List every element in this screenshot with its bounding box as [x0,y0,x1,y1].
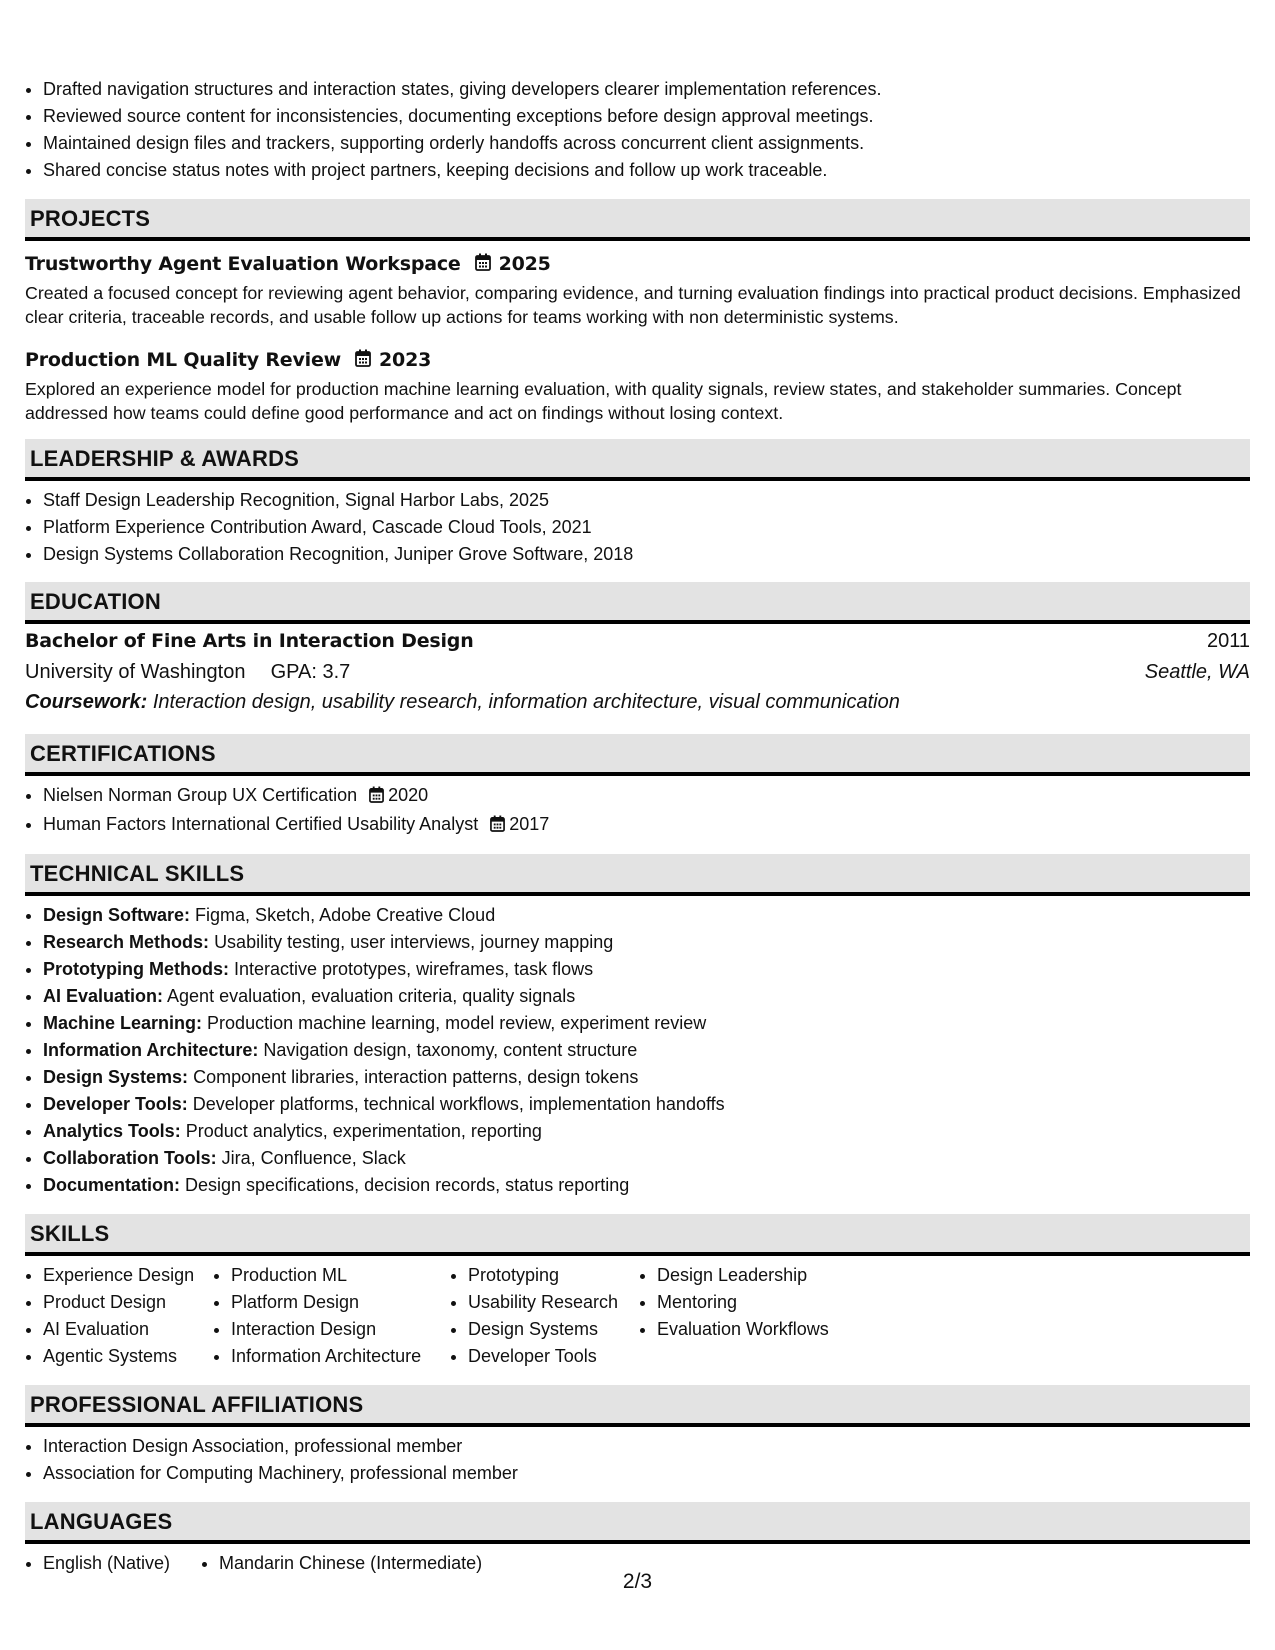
technical-skills-list [25,902,1250,1199]
education-degree: Bachelor of Fine Arts in Interaction Design [25,630,474,652]
section-heading-certifications: CERTIFICATIONS [25,734,1250,776]
skill-value: Figma, Sketch, Adobe Creative Cloud [195,905,496,925]
list-item [43,1010,1250,1037]
certification-year: 2020 [388,785,429,805]
section-heading-affiliations: PROFESSIONAL AFFILIATIONS [25,1385,1250,1427]
experience-bullets [25,76,1250,184]
skill-label: Research Methods: [43,932,210,952]
coursework-value: Interaction design, usability research, information architecture, visual communication [152,691,900,713]
skill-label: Design Systems: [43,1067,189,1087]
list-item: • Evaluation Workflows [657,1316,877,1343]
section-heading-education: EDUCATION [25,582,1250,624]
skill-label: Machine Learning: [43,1013,203,1033]
list-item [43,902,1250,929]
skill-label: AI Evaluation: [43,986,164,1006]
list-item [43,1064,1250,1091]
education-location: Seattle, WA [1144,661,1250,683]
skill-label: Analytics Tools: [43,1121,181,1141]
list-item: • Usability Research [468,1289,639,1316]
skill-label: Developer Tools: [43,1094,188,1114]
list-item: • English (Native) [43,1550,201,1577]
list-item: • Platform Experience Contribution Award, Cascade Cloud Tools, 2021 [43,514,1250,541]
skill-value: Jira, Confluence, Slack [221,1148,406,1168]
education-year: 2011 [1206,629,1250,652]
list-item: • Design Systems Collaboration Recognition, Juniper Grove Software, 2018 [43,541,1250,568]
list-item: • Prototyping [468,1262,639,1289]
list-item [43,1091,1250,1118]
list-item: • Mentoring [657,1289,877,1316]
list-item: • Shared concise status notes with project partners, keeping decisions and follow up work traceable. [43,157,1250,184]
list-item: • Information Architecture [231,1343,450,1370]
project-year: 2025 [498,253,551,275]
skill-label: Prototyping Methods: [43,959,229,979]
list-item [43,1037,1250,1064]
project-title: Production ML Quality Review [25,349,342,371]
education-gpa: GPA: 3.7 [270,661,351,683]
skill-value: Product analytics, experimentation, reporting [185,1121,542,1141]
project-title-row [25,247,1250,281]
skill-label: Documentation: [43,1175,180,1195]
list-item: • Interaction Design [231,1316,450,1343]
section-heading-languages: LANGUAGES [25,1502,1250,1544]
certification-name: Human Factors International Certified Usability Analyst [43,814,479,834]
list-item: • Design Systems [468,1316,639,1343]
list-item: • Staff Design Leadership Recognition, Signal Harbor Labs, 2025 [43,487,1250,514]
list-item: • Association for Computing Machinery, professional member [43,1460,1250,1487]
certification-name: Nielsen Norman Group UX Certification [43,785,358,805]
skill-value: Design specifications, decision records, status reporting [185,1175,630,1195]
section-heading-technical-skills: TECHNICAL SKILLS [25,854,1250,896]
skill-value: Component libraries, interaction patterns, design tokens [193,1067,639,1087]
project-year: 2023 [379,349,432,371]
skill-value: Navigation design, taxonomy, content structure [263,1040,638,1060]
list-item: • Drafted navigation structures and interaction states, giving developers clearer implementation references. [43,76,1250,103]
education-coursework [25,687,1250,717]
skill-value: Developer platforms, technical workflows, implementation handoffs [192,1094,725,1114]
list-item: • AI Evaluation [43,1316,213,1343]
education-school-row [25,658,1250,687]
certifications-list [25,782,1250,840]
section-heading-skills: SKILLS [25,1214,1250,1256]
resume-page [25,76,1250,1577]
list-item: • Mandarin Chinese (Intermediate) [219,1550,482,1577]
skill-value: Production machine learning, model review, experiment review [207,1013,707,1033]
list-item [43,1172,1250,1199]
calendar-icon [490,813,505,840]
list-item: • Design Leadership [657,1262,877,1289]
calendar-icon [475,253,491,276]
list-item: • Experience Design [43,1262,213,1289]
list-item: • Maintained design files and trackers, supporting orderly handoffs across concurrent client assignments. [43,130,1250,157]
skills-column [213,1262,450,1370]
skill-value: Usability testing, user interviews, journey mapping [214,932,614,952]
calendar-icon [355,349,371,372]
skill-value: Interactive prototypes, wireframes, task flows [234,959,594,979]
page-number: 2/3 [622,1570,653,1593]
list-item: • Agentic Systems [43,1343,213,1370]
list-item [43,1145,1250,1172]
list-item [43,1118,1250,1145]
section-heading-projects: PROJECTS [25,199,1250,241]
list-item: • Platform Design [231,1289,450,1316]
list-item [43,929,1250,956]
education-degree-row [25,624,1250,658]
skills-grid [25,1262,1250,1370]
skills-column [639,1262,877,1370]
section-heading-leadership: LEADERSHIP & AWARDS [25,439,1250,481]
list-item: • Interaction Design Association, professional member [43,1433,1250,1460]
list-item: • Developer Tools [468,1343,639,1370]
list-item [43,811,1250,840]
list-item [43,956,1250,983]
list-item [43,983,1250,1010]
list-item: • Reviewed source content for inconsistencies, documenting exceptions before design approval meetings. [43,103,1250,130]
skills-column [450,1262,639,1370]
project-title-row [25,343,1250,377]
list-item: • Product Design [43,1289,213,1316]
coursework-label: Coursework: [25,691,148,713]
project-description: Explored an experience model for production machine learning evaluation, with quality signals, review states, and stakeholder summaries. Concept addressed how teams could define good performance and act on findings without losing context. [25,379,1182,423]
affiliations-list [25,1433,1250,1487]
certification-year: 2017 [509,814,550,834]
skills-column [25,1262,213,1370]
skill-label: Collaboration Tools: [43,1148,217,1168]
leadership-list [25,487,1250,568]
calendar-icon [369,784,384,811]
project-title: Trustworthy Agent Evaluation Workspace [25,253,461,275]
list-item: • Production ML [231,1262,450,1289]
skill-label: Design Software: [43,905,191,925]
project-description: Created a focused concept for reviewing agent behavior, comparing evidence, and turning evaluation findings into practical product decisions. Emphasized clear criteria, traceable records, and usable follow up actions for teams working with non deterministic systems. [25,283,1241,327]
skill-label: Information Architecture: [43,1040,259,1060]
education-school: University of Washington [25,661,246,683]
list-item [43,782,1250,811]
skill-value: Agent evaluation, evaluation criteria, quality signals [167,986,576,1006]
